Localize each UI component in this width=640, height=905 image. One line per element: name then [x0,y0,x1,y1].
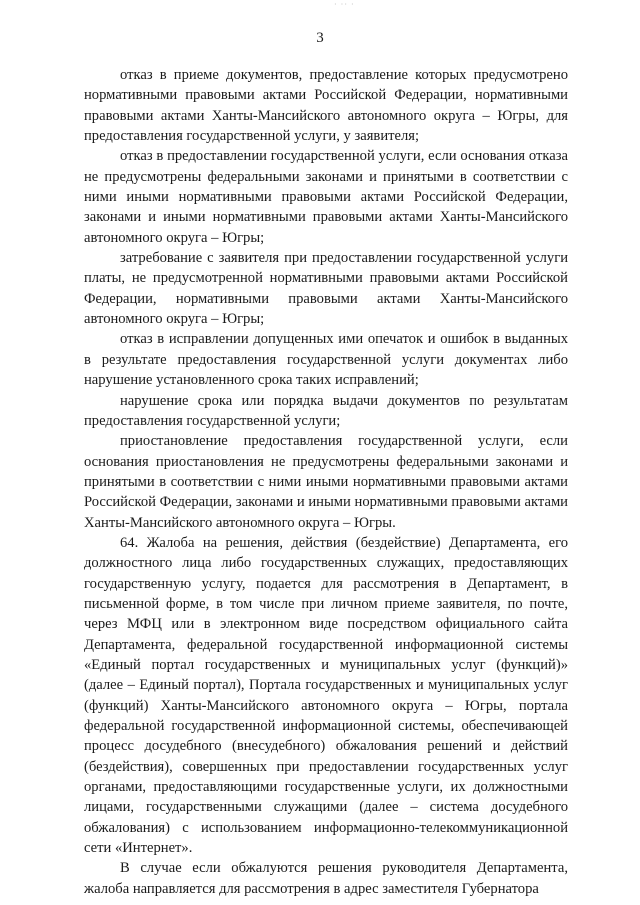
paragraph-issuance-violation: нарушение срока или порядка выдачи документов по результатам предоставления государственной услуги; [84,392,568,429]
document-body [84,65,568,899]
paragraph-suspension: приостановление предоставления государственной услуги, если основания приостановления не предусмотрены федеральными законами и принятыми в соответствии с ними иными нормативными правовыми актами Российской Федерации, законами и иными нормативными правовыми актами Ханты-Мансийского автономного округа – Югры. [84,433,568,531]
paragraph-refusal-provision: отказ в предоставлении государственной услуги, если основания отказа не предусмотрены федеральными законами и принятыми в соответствии с ними иными нормативными правовыми актами Российской Федерации, законами и иными нормативными правовыми актами Ханты-Мансийского автономного округа – Югры; [84,148,568,246]
page-number: 3 [316,30,324,46]
scan-artifact: · ·· · [334,0,355,9]
paragraph-refusal-acceptance: отказ в приеме документов, предоставление которых предусмотрено нормативными правовыми актами Российской Федерации, нормативными правовыми актами Ханты-Мансийского автономного округа – Югры, для предоставления государственной услуги, у заявителя; [84,67,568,145]
paragraph-refusal-correction: отказ в исправлении допущенных ими опечаток и ошибок в выданных в результате предоставления государственной услуги документах либо нарушение установленного срока таких исправлений; [84,331,568,389]
paragraph-head-decisions: В случае если обжалуются решения руководителя Департамента, жалоба направляется для рассмотрения в адрес заместителя Губернатора [84,860,568,897]
paragraph-64-complaint: 64. Жалоба на решения, действия (бездействие) Департамента, его должностного лица либо государственных служащих, предоставляющих государственную услугу, подается для рассмотрения в Департамент, в письменной форме, в том числе при личном приеме заявителя, по почте, через МФЦ или в электронном виде посредством официального сайта Департамента, федеральной государственной информационной системы «Единый портал государственных и муниципальных услуг (функций)» (далее – Единый портал), Портала государственных и муниципальных услуг (функций) Ханты-Мансийского автономного округа – Югры, портала федеральной государственной информационной системы, обеспечивающей процесс досудебного (внесудебного) обжалования решений и действий (бездействия), совершенных при предоставлении государственных услуг органами, предоставляющими государственные услуги, их должностными лицами, государственными служащими (далее – система досудебного обжалования) с использованием информационно-телекоммуникационной сети «Интернет». [84,534,568,857]
paragraph-fee-demand: затребование с заявителя при предоставлении государственной услуги платы, не предусмотренной нормативными правовыми актами Российской Федерации, нормативными правовыми актами Ханты-Мансийского автономного округа – Югры; [84,250,568,328]
